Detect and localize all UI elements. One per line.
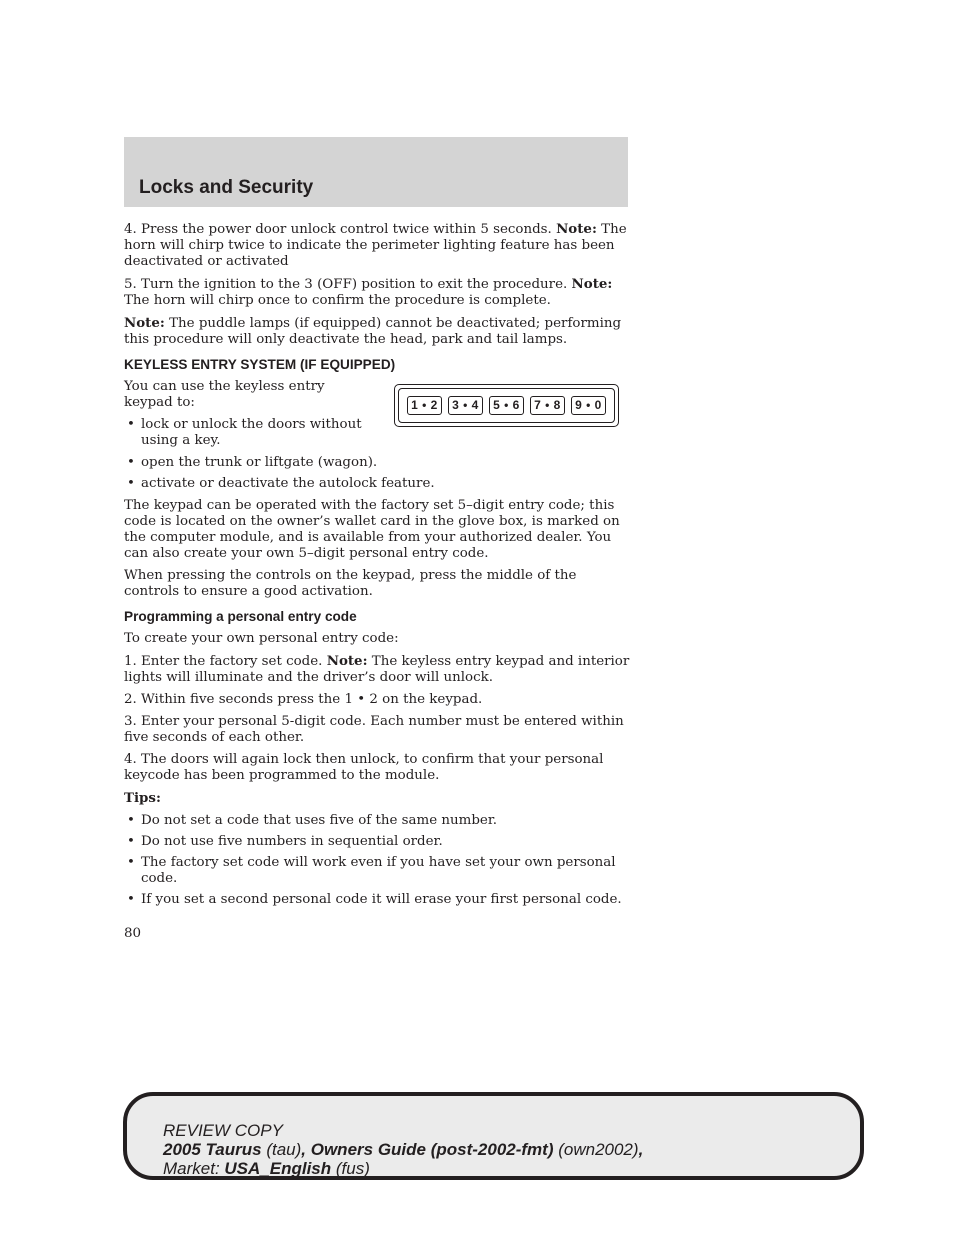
list-item: • If you set a second personal code it will erase your first personal code.	[124, 892, 630, 908]
list-item: • The factory set code will work even if you have set your own personal code.	[124, 855, 630, 887]
programming-lead: To create your own personal entry code:	[124, 631, 399, 646]
intro-step-5: 5. Turn the ignition to the 3 (OFF) position to exit the procedure. Note: The horn will chirp once to confirm the procedure is complete.	[124, 276, 613, 308]
tips-label: Tips:	[124, 790, 161, 806]
keyless-para-1: The keypad can be operated with the factory set 5–digit entry code; this code is located on the owner’s wallet card in the glove box, is marked on the computer module, and is available from your authorized dealer. You can also create your own 5–digit personal entry code.	[124, 498, 620, 561]
section-title: Locks and Security	[139, 177, 314, 198]
programming-step-1: 1. Enter the factory set code. Note: The keyless entry keypad and interior lights will illuminate and the driver’s door will unlock.	[124, 653, 630, 685]
programming-step-4: 4. The doors will again lock then unlock, to confirm that your personal keycode has been programmed to the module.	[124, 752, 604, 783]
list-item: • lock or unlock the doors without using a key.	[124, 417, 374, 449]
programming-step-2: 2. Within five seconds press the 1 • 2 on the keypad.	[124, 692, 483, 707]
intro-note: Note: The puddle lamps (if equipped) cannot be deactivated; performing this procedure will only deactivate the head, park and tail lamps.	[124, 315, 622, 347]
list-item: • activate or deactivate the autolock feature.	[124, 476, 630, 492]
programming-heading: Programming a personal entry code	[124, 609, 357, 624]
list-item: • Do not use five numbers in sequential order.	[124, 834, 630, 850]
keypad-key-1-2: 1 • 2	[407, 396, 442, 415]
review-copy-footer	[123, 1092, 864, 1180]
keyless-lead: You can use the keyless entry keypad to:	[124, 379, 325, 410]
keypad-key-7-8: 7 • 8	[530, 396, 565, 415]
keyless-heading: KEYLESS ENTRY SYSTEM (IF EQUIPPED)	[124, 357, 396, 372]
footer-model-line: 2005 Taurus (tau), Owners Guide (post-2002-fmt) (own2002),	[163, 1140, 644, 1159]
programming-step-3: 3. Enter your personal 5-digit code. Each number must be entered within five seconds of each other.	[124, 714, 624, 745]
keyless-bullets	[124, 455, 630, 492]
page-number: 80	[124, 926, 142, 941]
keypad-frame	[398, 388, 615, 423]
keypad-key-3-4: 3 • 4	[448, 396, 483, 415]
review-copy-label: REVIEW COPY	[163, 1121, 283, 1140]
footer-text	[163, 1121, 643, 1178]
keyless-para-2: When pressing the controls on the keypad, press the middle of the controls to ensure a good activation.	[124, 568, 577, 599]
list-item: • open the trunk or liftgate (wagon).	[124, 455, 630, 471]
tips-list	[124, 813, 630, 908]
keyless-intro	[124, 379, 374, 449]
keyless-section	[124, 379, 630, 449]
keypad-illustration	[394, 384, 619, 427]
keypad-key-9-0: 9 • 0	[571, 396, 606, 415]
footer-market-line: Market: USA_English (fus)	[163, 1159, 370, 1178]
section-header-band	[124, 137, 628, 207]
page-content	[124, 221, 630, 914]
intro-step-4: 4. Press the power door unlock control twice within 5 seconds. Note: The horn will chirp twice to indicate the perimeter lighting feature has been deactivated or activated	[124, 221, 627, 269]
list-item: • Do not set a code that uses five of the same number.	[124, 813, 630, 829]
keyless-bullets-top	[124, 417, 374, 449]
keypad-key-5-6: 5 • 6	[489, 396, 524, 415]
